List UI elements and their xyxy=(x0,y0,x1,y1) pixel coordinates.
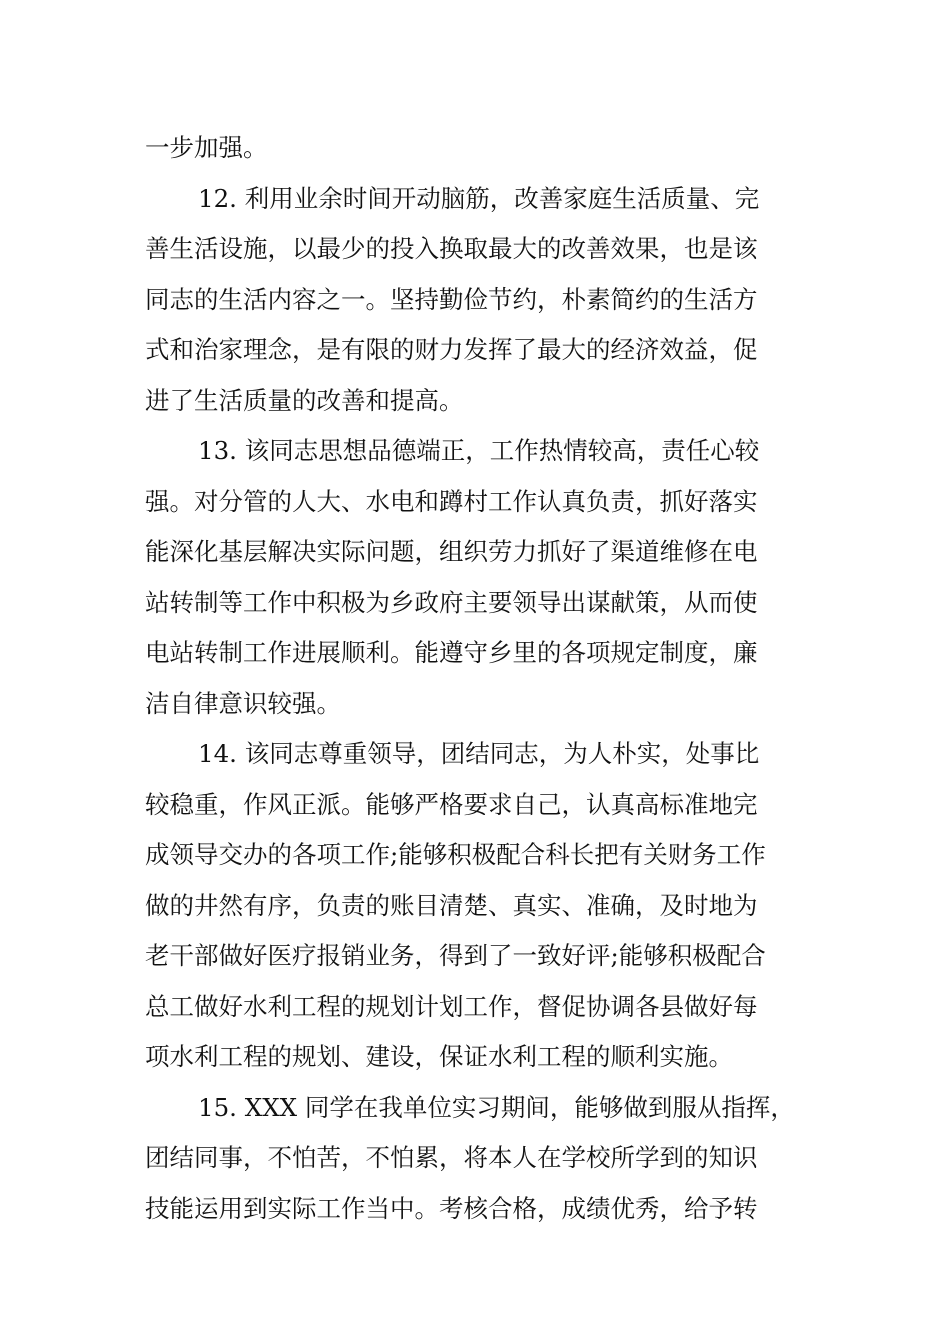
text-line: 13. 该同志思想品德端正，工作热情较高，责任心较 xyxy=(198,436,760,465)
paragraph-15 xyxy=(145,1083,805,1235)
text-line: 站转制等工作中积极为乡政府主要领导出谋献策，从而使 xyxy=(145,587,758,617)
text-line: 一步加强。 xyxy=(145,133,268,162)
text-line: 老干部做好医疗报销业务，得到了一致好评;能够积极配合 xyxy=(145,941,766,970)
text-line: 进了生活质量的改善和提高。 xyxy=(145,385,464,415)
text-line: 式和治家理念，是有限的财力发挥了最大的经济效益，促 xyxy=(145,335,758,364)
text-line: 技能运用到实际工作当中。考核合格，成绩优秀，给予转 xyxy=(145,1193,758,1223)
text-line: 14. 该同志尊重领导，团结同志，为人朴实，处事比 xyxy=(198,739,760,768)
text-line: 成领导交办的各项工作;能够积极配合科长把有关财务工作 xyxy=(145,840,766,869)
document-page xyxy=(145,123,805,1234)
paragraph-12 xyxy=(145,174,805,427)
text-line: 能深化基层解决实际问题，组织劳力抓好了渠道维修在电 xyxy=(145,537,758,566)
text-line: 15. XXX 同学在我单位实习期间，能够做到服从指挥， xyxy=(198,1092,795,1122)
paragraph-13 xyxy=(145,426,805,729)
text-line: 电站转制工作进展顺利。能遵守乡里的各项规定制度，廉 xyxy=(145,638,758,667)
text-line: 做的井然有序，负责的账目清楚、真实、准确，及时地为 xyxy=(145,890,758,920)
text-line: 洁自律意识较强。 xyxy=(145,688,341,718)
text-line: 较稳重，作风正派。能够严格要求自己，认真高标准地完 xyxy=(145,789,758,819)
text-line: 12. 利用业余时间开动脑筋，改善家庭生活质量、完 xyxy=(198,183,760,213)
text-line: 强。对分管的人大、水电和蹲村工作认真负责，抓好落实 xyxy=(145,486,758,516)
text-line: 团结同事，不怕苦，不怕累，将本人在学校所学到的知识 xyxy=(145,1143,758,1172)
paragraph-11-continuation xyxy=(145,123,805,174)
text-line: 同志的生活内容之一。坚持勤俭节约，朴素简约的生活方 xyxy=(145,284,758,314)
text-line: 总工做好水利工程的规划计划工作，督促协调各县做好每 xyxy=(145,991,758,1021)
text-line: 项水利工程的规划、建设，保证水利工程的顺利实施。 xyxy=(145,1042,733,1071)
text-line: 善生活设施，以最少的投入换取最大的改善效果，也是该 xyxy=(145,234,758,263)
paragraph-14 xyxy=(145,729,805,1083)
